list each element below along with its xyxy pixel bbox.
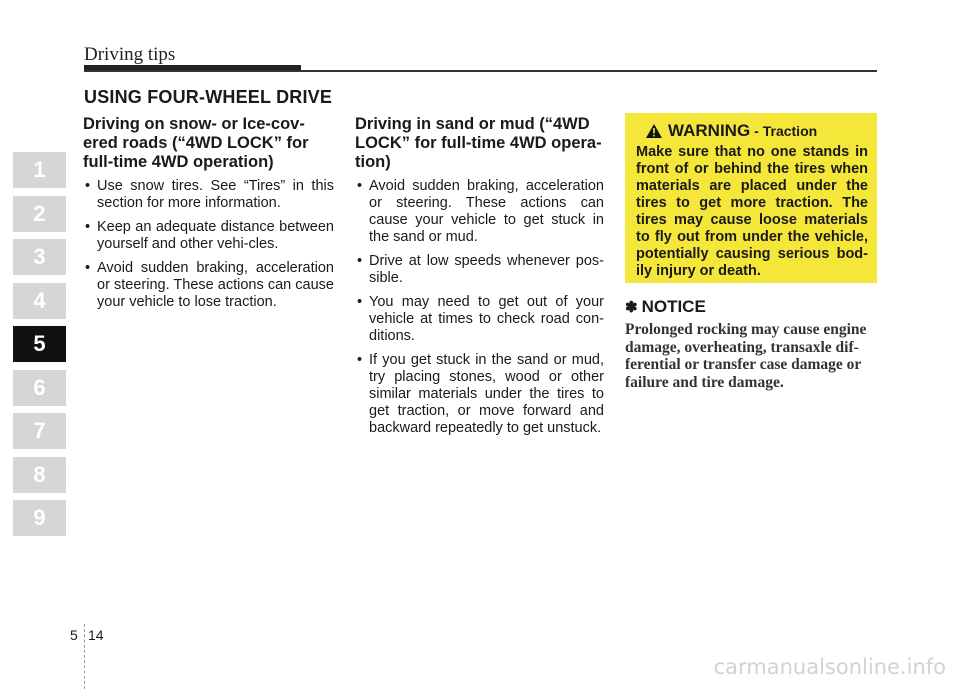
notice-star-icon: ✽ bbox=[625, 299, 638, 316]
notice-body: Prolonged rocking may cause engine damage, overheating, transaxle dif-ferential or transfer case damage or failure and tire damage. bbox=[625, 321, 867, 391]
watermark: carmanualsonline.info bbox=[713, 655, 946, 679]
chapter-tab-9: 9 bbox=[13, 500, 66, 536]
column-snow-ice bbox=[83, 115, 334, 318]
header-rule bbox=[84, 70, 877, 72]
list-item: • Keep an adequate distance between yourself and other vehi-cles. bbox=[83, 219, 334, 253]
chapter-tab-2: 2 bbox=[13, 196, 66, 232]
chapter-tab-5: 5 bbox=[13, 326, 66, 362]
snow-ice-heading: Driving on snow- or Ice-cov-ered roads (“4WD LOCK” for full-time 4WD operation) bbox=[83, 115, 309, 171]
list-item: • If you get stuck in the sand or mud, try placing stones, wood or other similar materials under the tires to get traction, or move forward and backward repeatedly to get unstuck. bbox=[355, 352, 604, 437]
chapter-tab-1: 1 bbox=[13, 152, 66, 188]
list-item: • You may need to get out of your vehicle at times to check road con-ditions. bbox=[355, 294, 604, 345]
chapter-tab-7: 7 bbox=[13, 413, 66, 449]
warning-box bbox=[625, 113, 877, 283]
footer-page-number: 14 bbox=[88, 627, 104, 643]
section-title: USING FOUR-WHEEL DRIVE bbox=[84, 87, 333, 107]
chapter-tab-3: 3 bbox=[13, 239, 66, 275]
warning-body: Make sure that no one stands in front of or behind the tires when materials are placed under the tires to get more traction. The tires may cause loose materials to fly out from under the vehicle, potentially causing serious bod-ily injury or death. bbox=[636, 144, 868, 279]
list-item: • Use snow tires. See “Tires” in this section for more information. bbox=[83, 178, 334, 212]
sand-mud-heading: Driving in sand or mud (“4WD LOCK” for full-time 4WD opera-tion) bbox=[355, 115, 602, 171]
footer-divider bbox=[84, 624, 85, 689]
chapter-tab-8: 8 bbox=[13, 457, 66, 493]
list-item: • Drive at low speeds whenever pos-sible. bbox=[355, 253, 604, 287]
sand-mud-list bbox=[355, 178, 604, 437]
warning-triangle-icon bbox=[646, 124, 662, 138]
warning-header bbox=[646, 121, 868, 141]
warning-label: WARNING bbox=[668, 121, 751, 140]
list-item: • Avoid sudden braking, acceleration or steering. These actions can cause your vehicle to lose traction. bbox=[83, 260, 334, 311]
footer-chapter-number: 5 bbox=[70, 627, 78, 643]
chapter-tab-4: 4 bbox=[13, 283, 66, 319]
warning-subtitle: - Traction bbox=[754, 123, 818, 139]
chapter-tab-6: 6 bbox=[13, 370, 66, 406]
chapter-tabs bbox=[13, 152, 66, 544]
page-header-title: Driving tips bbox=[84, 44, 176, 65]
list-item: • Avoid sudden braking, acceleration or steering. These actions can cause your vehicle to get stuck in the sand or mud. bbox=[355, 178, 604, 246]
column-sand-mud bbox=[355, 115, 604, 444]
snow-ice-list bbox=[83, 178, 334, 311]
notice-header bbox=[625, 297, 706, 317]
notice-label: NOTICE bbox=[641, 297, 706, 316]
